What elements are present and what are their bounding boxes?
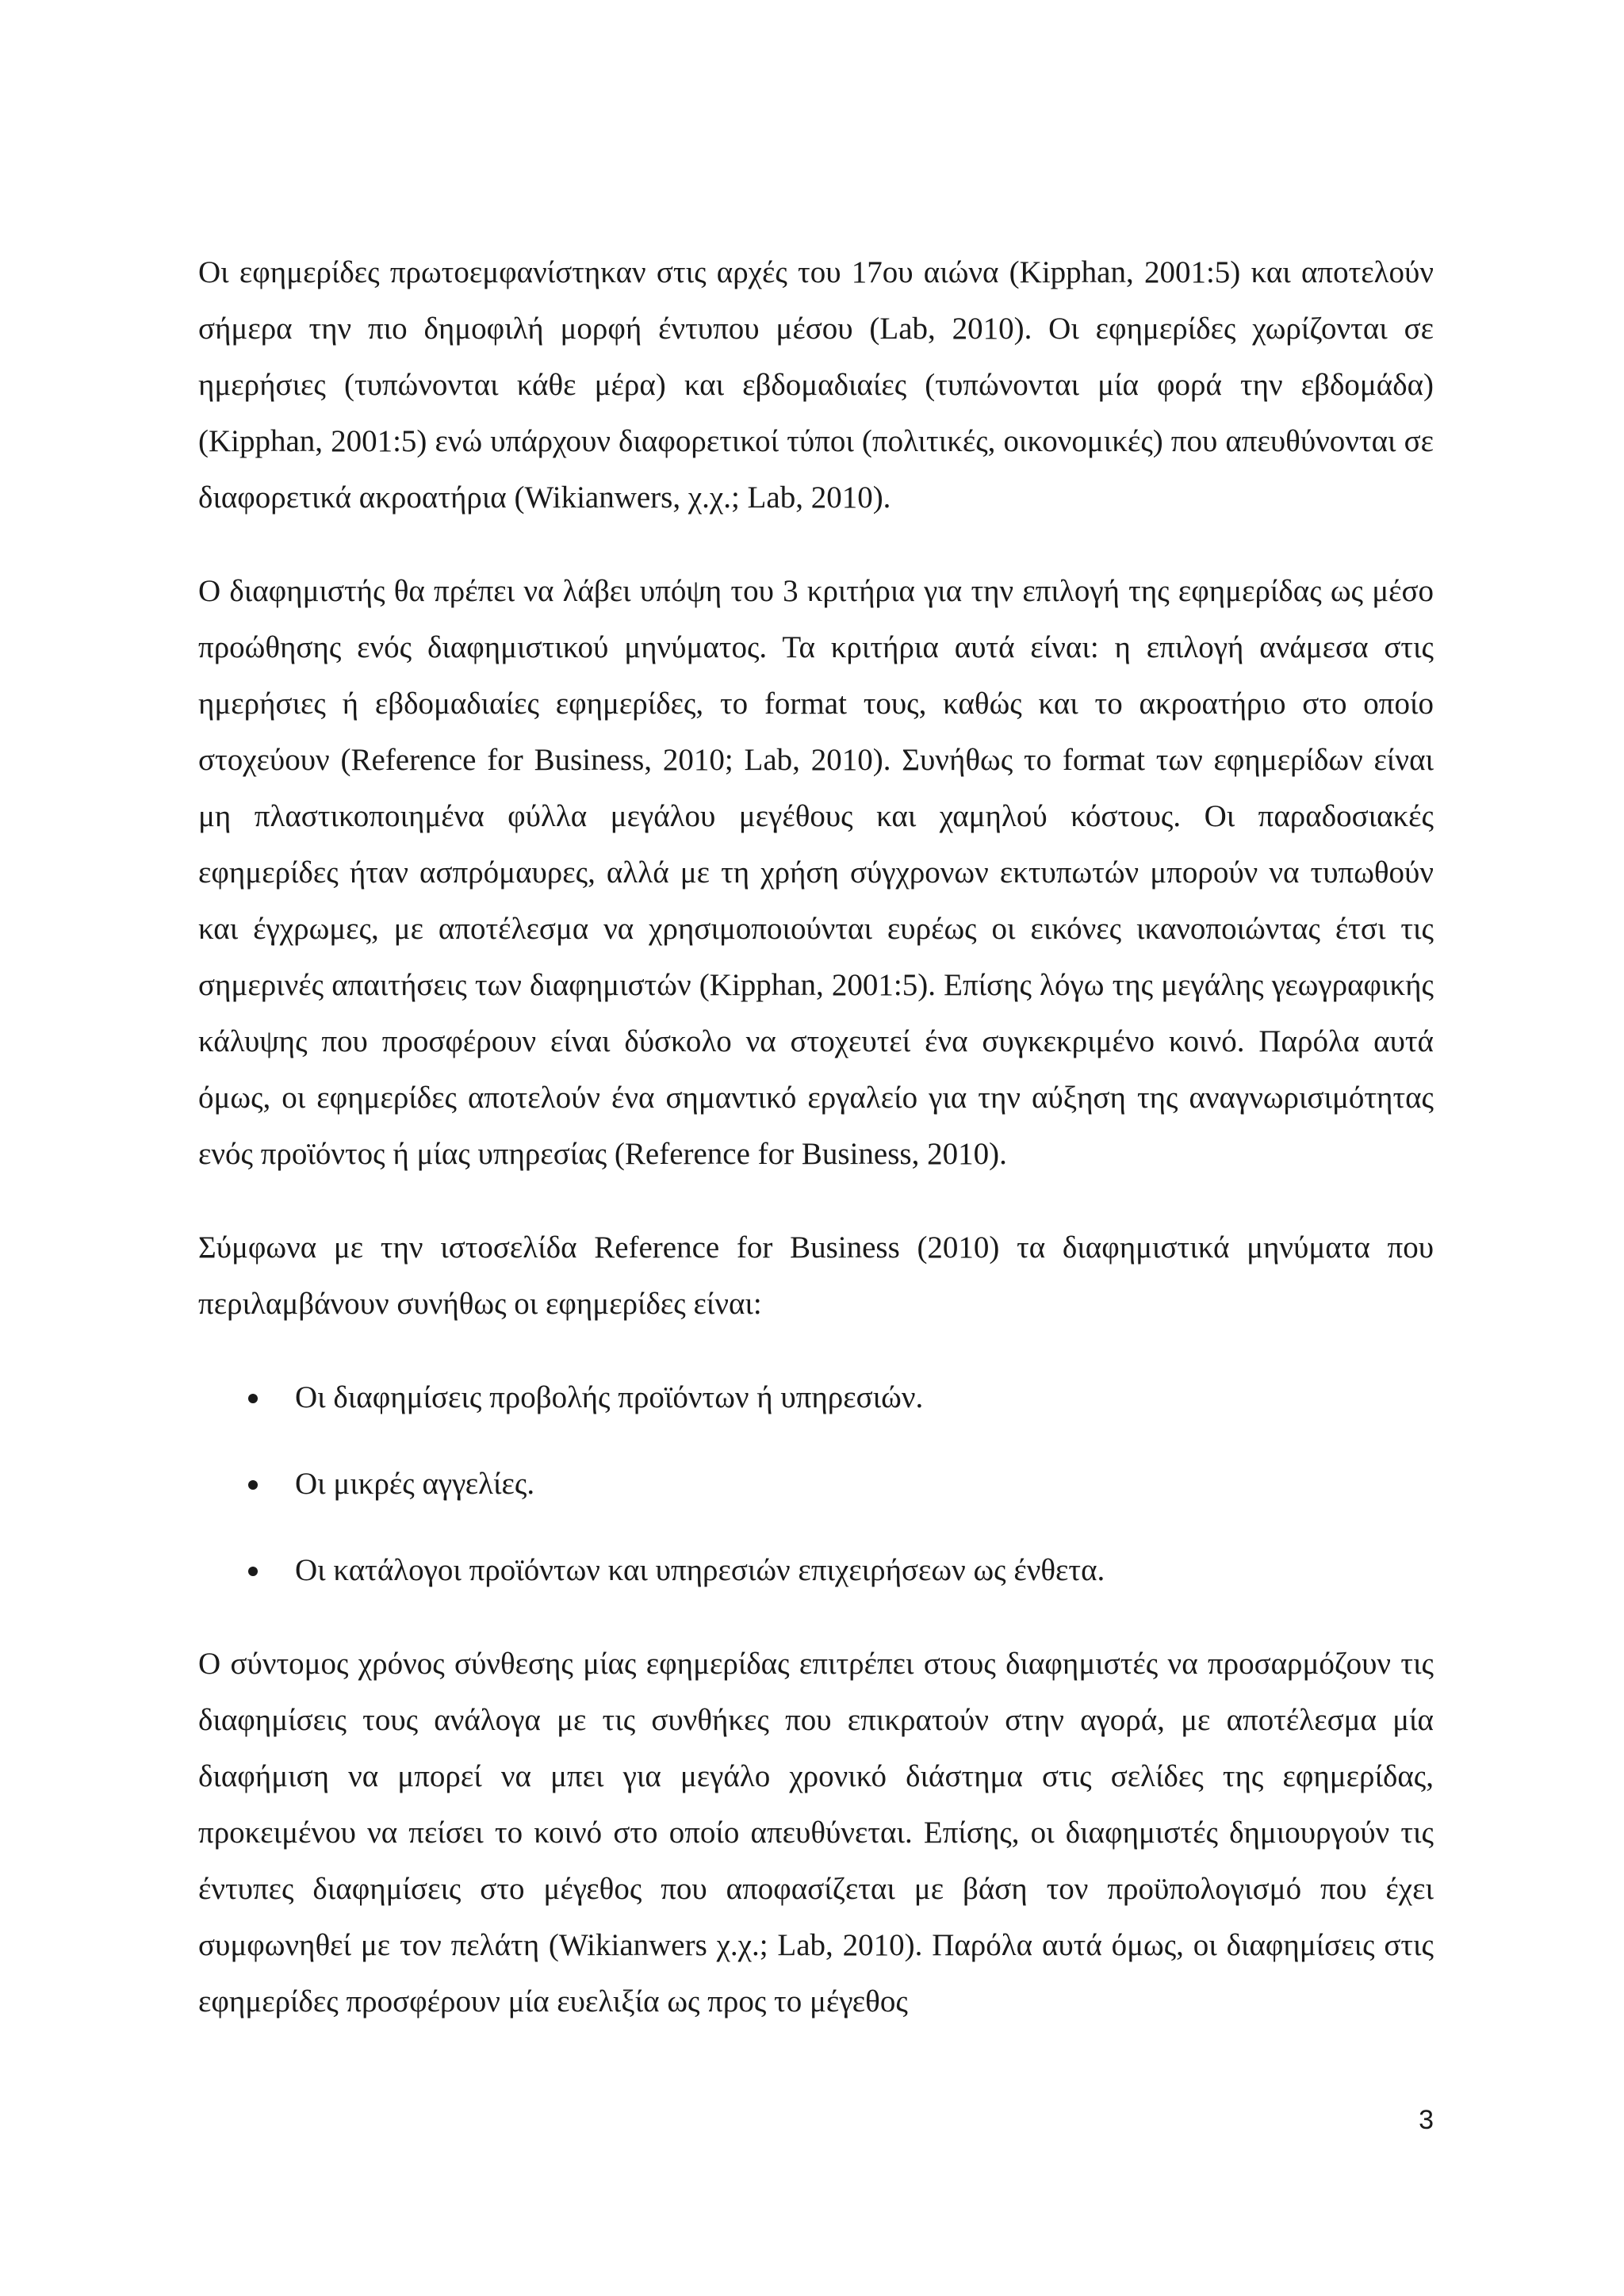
list-item <box>198 1369 1434 1425</box>
list-item-text: Οι κατάλογοι προϊόντων και υπηρεσιών επιχειρήσεων ως ένθετα. <box>295 1553 1105 1587</box>
page-body <box>198 244 1434 2030</box>
bullet-icon <box>248 1567 258 1576</box>
list-item-text: Οι μικρές αγγελίες. <box>295 1467 535 1501</box>
paragraph-advertiser-criteria: Ο διαφημιστής θα πρέπει να λάβει υπόψη του 3 κριτήρια για την επιλογή της εφημερίδας ως μέσο προώθησης ενός διαφημιστικού μηνύματος. Τα κριτήρια αυτά είναι: η επιλογή ανάμεσα στις ημερήσιες ή εβδομαδιαίες εφημερίδες, το format τους, καθώς και το ακροατήριο στο οποίο στοχεύουν (Reference for Business, 2010; Lab, 2010). Συνήθως το format των εφημερίδων είναι μη πλαστικοποιημένα φύλλα μεγάλου μεγέθους και χαμηλού κόστους. Οι παραδοσιακές εφημερίδες ήταν ασπρόμαυρες, αλλά με τη χρήση σύγχρονων εκτυπωτών μπορούν να τυπωθούν και έγχρωμες, με αποτέλεσμα να χρησιμοποιούνται ευρέως οι εικόνες ικανοποιώντας έτσι τις σημερινές απαιτήσεις των διαφημιστών (Kipphan, 2001:5). Επίσης λόγω της μεγάλης γεωγραφικής κάλυψης που προσφέρουν είναι δύσκολο να στοχευτεί ένα συγκεκριμένο κοινό. Παρόλα αυτά όμως, οι εφημερίδες αποτελούν ένα σημαντικό εργαλείο για την αύξηση της αναγνωρισιμότητας ενός προϊόντος ή μίας υπηρεσίας (Reference for Business, 2010). <box>198 574 1434 1171</box>
paragraph-composition-time: Ο σύντομος χρόνος σύνθεσης μίας εφημερίδας επιτρέπει στους διαφημιστές να προσαρμόζουν τις διαφημίσεις τους ανάλογα με τις συνθήκες που επικρατούν στην αγορά, με αποτέλεσμα μία διαφήμιση να μπορεί να μπει για μεγάλο χρονικό διάστημα στις σελίδες της εφημερίδας, προκειμένου να πείσει το κοινό στο οποίο απευθύνεται. Επίσης, οι διαφημιστές δημιουργούν τις έντυπες διαφημίσεις στο μέγεθος που αποφασίζεται με βάση τον προϋπολογισμό που έχει συμφωνηθεί με τον πελάτη (Wikianwers χ.χ.; Lab, 2010). Παρόλα αυτά όμως, οι διαφημίσεις στις εφημερίδες προσφέρουν μία ευελιξία ως προς το μέγεθος <box>198 1647 1434 2019</box>
page-number: 3 <box>1419 2105 1434 2135</box>
bullet-icon <box>248 1394 258 1403</box>
list-item <box>198 1456 1434 1512</box>
list-item <box>198 1542 1434 1598</box>
bullet-icon <box>248 1480 258 1490</box>
list-item-text: Οι διαφημίσεις προβολής προϊόντων ή υπηρεσιών. <box>295 1380 924 1414</box>
paragraph-list-intro: Σύμφωνα με την ιστοσελίδα Reference for Business (2010) τα διαφημιστικά μηνύματα που περιλαμβάνουν συνήθως οι εφημερίδες είναι: <box>198 1230 1434 1321</box>
paragraph-newspapers-history: Οι εφημερίδες πρωτοεμφανίστηκαν στις αρχές του 17ου αιώνα (Kipphan, 2001:5) και αποτελούν σήμερα την πιο δημοφιλή μορφή έντυπου μέσου (Lab, 2010). Οι εφημερίδες χωρίζονται σε ημερήσιες (τυπώνονται κάθε μέρα) και εβδομαδιαίες (τυπώνονται μία φορά την εβδομάδα) (Kipphan, 2001:5) ενώ υπάρχουν διαφορετικοί τύποι (πολιτικές, οικονομικές) που απευθύνονται σε διαφορετικά ακροατήρια (Wikianwers, χ.χ.; Lab, 2010). <box>198 255 1434 515</box>
ad-types-list <box>198 1369 1434 1598</box>
